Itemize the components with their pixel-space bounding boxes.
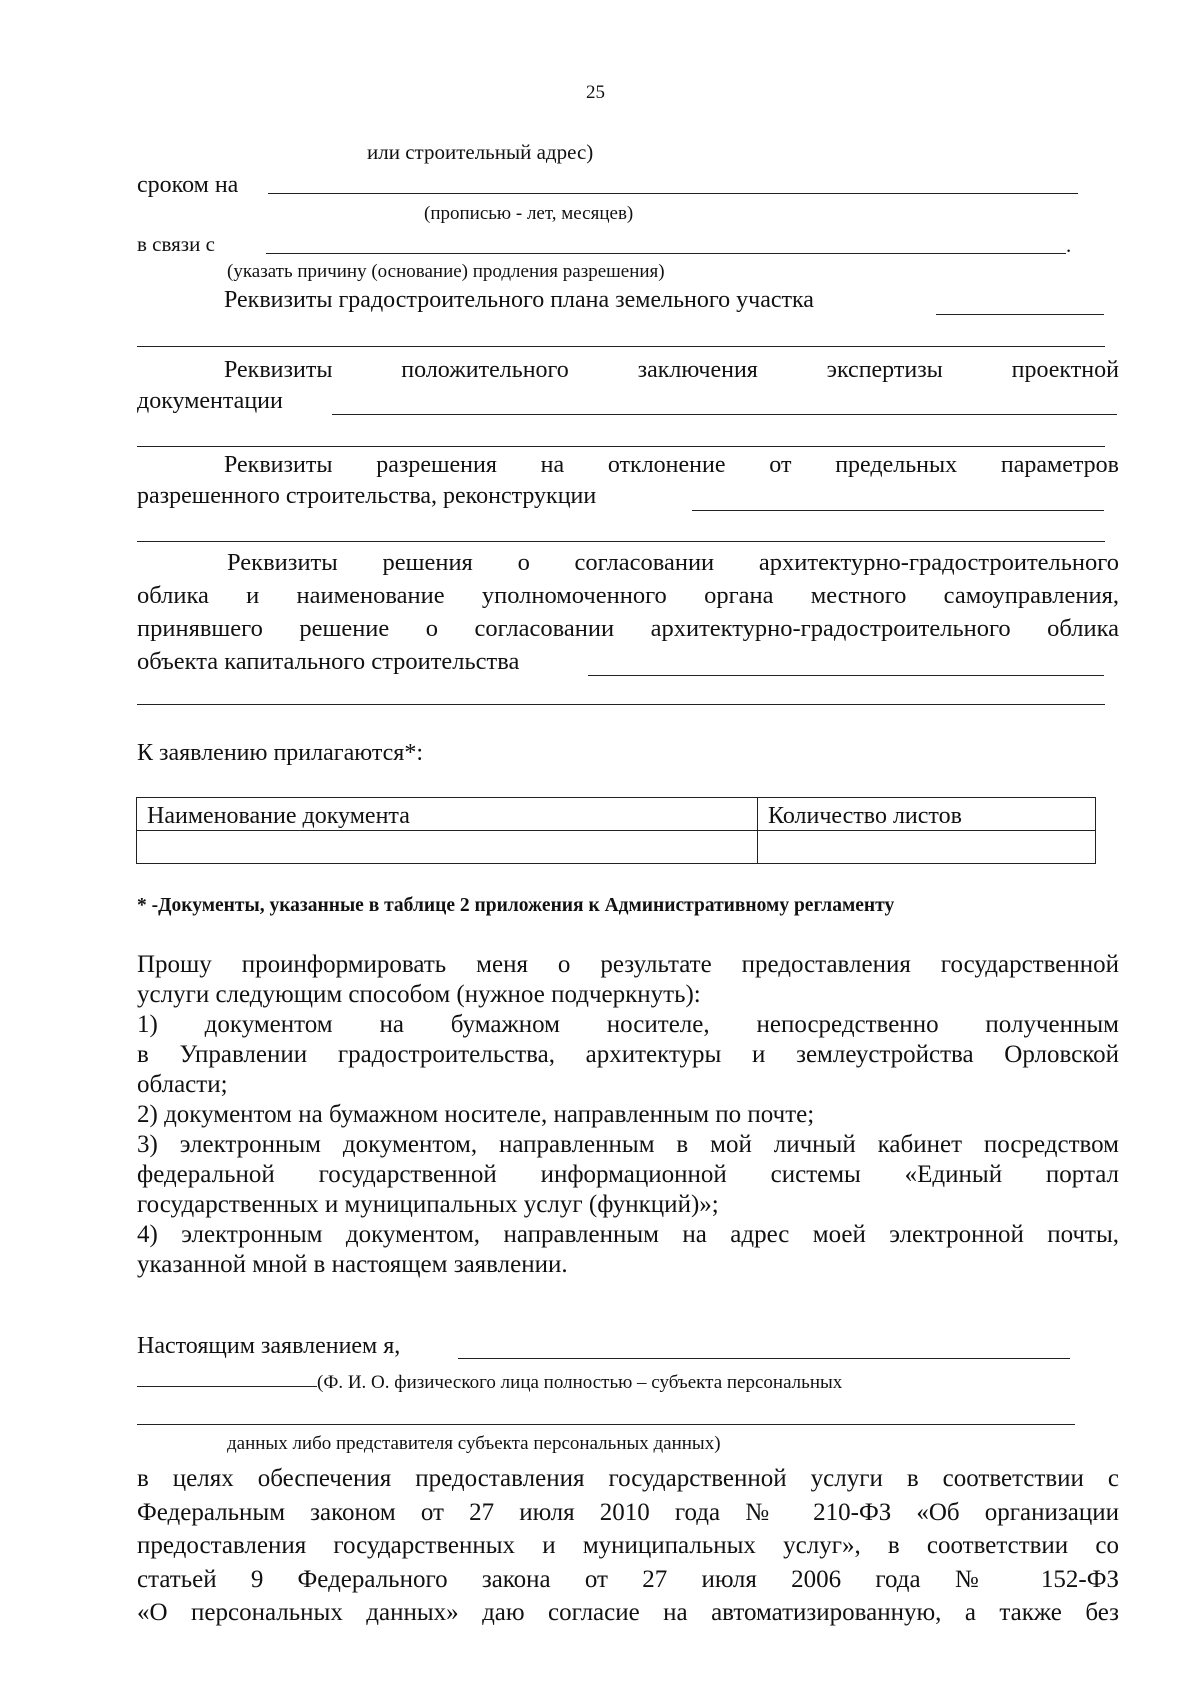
header-tail: или строительный адрес) bbox=[367, 140, 594, 164]
agr-line1: Реквизиты решения о согласовании архитектурно-градостроительного bbox=[227, 549, 1119, 576]
term-label: сроком на bbox=[137, 172, 239, 198]
reason-hint: (указать причину (основание) продления разрешения) bbox=[227, 261, 665, 282]
attach-footnote: * -Документы, указанные в таблице 2 приложения к Административному регламенту bbox=[137, 895, 895, 916]
consent-label: Настоящим заявлением я, bbox=[137, 1333, 401, 1359]
reason-field-line[interactable] bbox=[266, 253, 1066, 254]
consent-hint1: (Ф. И. О. физического лица полностью – субъекта персональных bbox=[317, 1372, 843, 1393]
column-header-count: Количество листов bbox=[758, 798, 1096, 831]
gpzu-field-line-1[interactable] bbox=[936, 314, 1104, 315]
deviation-field-line-1[interactable] bbox=[692, 510, 1104, 511]
gpzu-field-line-2[interactable] bbox=[137, 346, 1105, 347]
agr-line2: облика и наименование уполномоченного органа местного самоуправления, bbox=[137, 582, 1119, 609]
consent-hint-lead-line bbox=[137, 1386, 317, 1387]
reason-label: в связи с bbox=[137, 232, 215, 256]
consent-line: в целях обеспечения предоставления государственной услуги в соответствии с bbox=[137, 1465, 1119, 1492]
expertise-field-line-2[interactable] bbox=[137, 446, 1105, 447]
consent-line: «О персональных данных» даю согласие на автоматизированную, а также без bbox=[137, 1599, 1119, 1626]
inform-line: 4) электронным документом, направленным на адрес моей электронной почты, bbox=[137, 1221, 1119, 1248]
agr-field-line-2[interactable] bbox=[137, 704, 1105, 705]
reason-end: . bbox=[1066, 233, 1072, 257]
consent-line: предоставления государственных и муниципальных услуг», в соответствии со bbox=[137, 1532, 1119, 1559]
table-row bbox=[137, 831, 1096, 864]
deviation-line2: разрешенного строительства, реконструкции bbox=[137, 483, 597, 509]
attach-table bbox=[136, 797, 1096, 864]
inform-line: услуги следующим способом (нужное подчеркнуть): bbox=[137, 981, 701, 1008]
term-field-line[interactable] bbox=[268, 193, 1078, 194]
inform-line: Прошу проинформировать меня о результате предоставления государственной bbox=[137, 951, 1119, 978]
inform-line: государственных и муниципальных услуг (функций)»; bbox=[137, 1191, 719, 1218]
expertise-field-line-1[interactable] bbox=[332, 414, 1117, 415]
inform-line: федеральной государственной информационной системы «Единый портал bbox=[137, 1161, 1119, 1188]
consent-field-line-1[interactable] bbox=[458, 1358, 1070, 1359]
consent-paragraph bbox=[137, 1462, 1119, 1630]
agr-field-line-1[interactable] bbox=[588, 675, 1104, 676]
table-header-row bbox=[137, 798, 1096, 831]
page-number: 25 bbox=[586, 82, 605, 103]
column-header-name: Наименование документа bbox=[137, 798, 758, 831]
inform-line: 1) документом на бумажном носителе, непосредственно полученным bbox=[137, 1011, 1119, 1038]
expertise-line1: Реквизиты положительного заключения экспертизы проектной bbox=[224, 357, 1119, 383]
inform-paragraph bbox=[137, 950, 1119, 1280]
consent-line: статьей 9 Федерального закона от 27 июля 2006 года № 152-ФЗ bbox=[137, 1565, 1119, 1593]
inform-line: в Управлении градостроительства, архитектуры и землеустройства Орловской bbox=[137, 1041, 1119, 1068]
consent-line: Федеральным законом от 27 июля 2010 года № 210-ФЗ «Об организации bbox=[137, 1498, 1119, 1526]
agr-paragraph bbox=[137, 546, 1119, 678]
consent-hint2: данных либо представителя субъекта персональных данных) bbox=[227, 1433, 721, 1454]
inform-line: 3) электронным документом, направленным в мой личный кабинет посредством bbox=[137, 1131, 1119, 1158]
deviation-field-line-2[interactable] bbox=[137, 541, 1105, 542]
consent-field-line-2[interactable] bbox=[137, 1424, 1075, 1425]
inform-line: области; bbox=[137, 1071, 228, 1098]
deviation-line1: Реквизиты разрешения на отклонение от предельных параметров bbox=[224, 452, 1119, 478]
agr-line3: принявшего решение о согласовании архитектурно-градостроительного облика bbox=[137, 615, 1119, 642]
table-cell-count[interactable] bbox=[758, 831, 1096, 864]
term-hint: (прописью - лет, месяцев) bbox=[424, 203, 634, 224]
agr-line4: объекта капитального строительства bbox=[137, 648, 520, 675]
table-cell-name[interactable] bbox=[137, 831, 758, 864]
expertise-line2: документации bbox=[137, 388, 283, 414]
inform-line: 2) документом на бумажном носителе, направленным по почте; bbox=[137, 1101, 815, 1128]
attach-title: К заявлению прилагаются*: bbox=[137, 740, 424, 766]
inform-line: указанной мной в настоящем заявлении. bbox=[137, 1251, 568, 1278]
gpzu-label: Реквизиты градостроительного плана земельного участка bbox=[224, 287, 814, 313]
